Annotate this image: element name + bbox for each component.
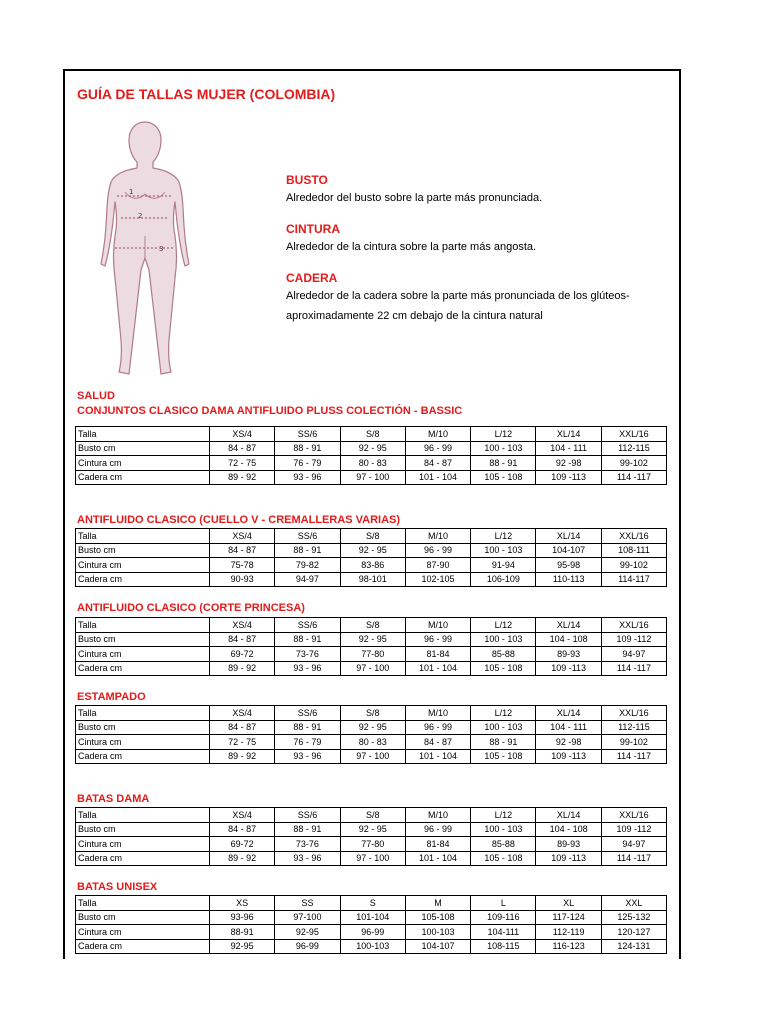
size-cell: 84 - 87	[210, 632, 275, 647]
row-label-cell: Cadera cm	[76, 939, 210, 954]
measure-heading: CINTURA	[286, 222, 340, 236]
size-cell: 72 - 75	[210, 456, 275, 471]
size-cell: 101-104	[340, 910, 405, 925]
size-cell: 92 - 95	[340, 441, 405, 456]
size-cell: 109 -113	[536, 470, 601, 485]
table-header-row	[76, 427, 667, 442]
size-cell: 112-119	[536, 925, 601, 940]
size-cell: 73-76	[275, 837, 340, 852]
size-cell: S/8	[340, 427, 405, 442]
size-cell: M	[405, 896, 470, 911]
size-cell: XS/4	[210, 427, 275, 442]
size-table	[75, 617, 667, 676]
size-cell: 99-102	[601, 558, 666, 573]
size-cell: 112-115	[601, 720, 666, 735]
size-cell: 125-132	[601, 910, 666, 925]
measure-description: Alrededor de la cadera sobre la parte más pronunciada de los glúteos-	[286, 290, 630, 302]
size-cell: 84 - 87	[405, 735, 470, 750]
size-cell: 84 - 87	[405, 456, 470, 471]
size-cell: 84 - 87	[210, 720, 275, 735]
row-label-cell: Busto cm	[76, 543, 210, 558]
size-cell: 76 - 79	[275, 735, 340, 750]
size-cell: 100 - 103	[471, 632, 536, 647]
table-row	[76, 441, 667, 456]
size-cell: 105 - 108	[471, 661, 536, 676]
size-cell: 104 - 108	[536, 632, 601, 647]
size-cell: 109 -112	[601, 822, 666, 837]
size-cell: 94-97	[601, 647, 666, 662]
size-cell: XS/4	[210, 808, 275, 823]
size-table	[75, 807, 667, 866]
size-cell: L/12	[471, 706, 536, 721]
row-label-cell: Talla	[76, 427, 210, 442]
size-cell: M/10	[405, 618, 470, 633]
size-cell: 84 - 87	[210, 543, 275, 558]
size-cell: 106-109	[471, 572, 536, 587]
table-header-row	[76, 618, 667, 633]
size-cell: M/10	[405, 427, 470, 442]
size-cell: 92 - 95	[340, 720, 405, 735]
table-row	[76, 822, 667, 837]
table-row	[76, 647, 667, 662]
size-cell: 99-102	[601, 735, 666, 750]
size-cell: 120-127	[601, 925, 666, 940]
size-cell: 109 -113	[536, 851, 601, 866]
section-title: BATAS UNISEX	[77, 881, 158, 893]
size-cell: 104 - 108	[536, 822, 601, 837]
size-cell: 76 - 79	[275, 456, 340, 471]
size-cell: 89 - 92	[210, 749, 275, 764]
size-cell: 89 - 92	[210, 470, 275, 485]
row-label-cell: Busto cm	[76, 720, 210, 735]
marker-2: 2	[138, 212, 143, 220]
section-title: ANTIFLUIDO CLASICO (CORTE PRINCESA)	[77, 602, 305, 614]
table-row	[76, 632, 667, 647]
size-cell: 96 - 99	[405, 822, 470, 837]
size-cell: M/10	[405, 529, 470, 544]
marker-3: 3	[159, 245, 164, 253]
size-cell: XL/14	[536, 808, 601, 823]
size-cell: 109 -113	[536, 749, 601, 764]
size-cell: 96-99	[275, 939, 340, 954]
size-cell: 114 -117	[601, 851, 666, 866]
table-row	[76, 720, 667, 735]
size-cell: SS/6	[275, 618, 340, 633]
measure-description: aproximadamente 22 cm debajo de la cintura natural	[286, 310, 543, 322]
size-cell: 108-115	[471, 939, 536, 954]
size-cell: S/8	[340, 706, 405, 721]
size-cell: 99-102	[601, 456, 666, 471]
size-cell: 69-72	[210, 837, 275, 852]
size-cell: 92 - 95	[340, 822, 405, 837]
size-cell: 97 - 100	[340, 470, 405, 485]
size-cell: 88 - 91	[471, 456, 536, 471]
size-cell: XL/14	[536, 529, 601, 544]
size-cell: 77-80	[340, 837, 405, 852]
measure-cintura	[286, 221, 666, 257]
measure-cadera	[286, 270, 666, 326]
size-cell: 85-88	[471, 837, 536, 852]
size-cell: 93-96	[210, 910, 275, 925]
size-cell: SS/6	[275, 427, 340, 442]
size-cell: XL/14	[536, 618, 601, 633]
size-cell: 100-103	[405, 925, 470, 940]
size-cell: 97 - 100	[340, 661, 405, 676]
size-cell: 81-84	[405, 647, 470, 662]
size-cell: 79-82	[275, 558, 340, 573]
size-cell: 94-97	[601, 837, 666, 852]
size-cell: 97 - 100	[340, 851, 405, 866]
size-cell: 109 -112	[601, 632, 666, 647]
size-cell: 92 -98	[536, 735, 601, 750]
size-cell: S/8	[340, 808, 405, 823]
table-header-row	[76, 529, 667, 544]
size-cell: 97-100	[275, 910, 340, 925]
size-cell: L	[471, 896, 536, 911]
row-label-cell: Talla	[76, 618, 210, 633]
table-row	[76, 572, 667, 587]
size-cell: 98-101	[340, 572, 405, 587]
size-cell: XL	[536, 896, 601, 911]
size-cell: XXL/16	[601, 427, 666, 442]
size-cell: 116-123	[536, 939, 601, 954]
size-cell: 84 - 87	[210, 822, 275, 837]
size-cell: 88 - 91	[275, 543, 340, 558]
section-title: ANTIFLUIDO CLASICO (CUELLO V - CREMALLERAS VARIAS)	[77, 514, 401, 526]
section-title: BATAS DAMA	[77, 793, 150, 805]
section-title: ESTAMPADO	[77, 691, 146, 703]
size-cell: 89 - 92	[210, 661, 275, 676]
row-label-cell: Cintura cm	[76, 647, 210, 662]
size-cell: L/12	[471, 808, 536, 823]
size-cell: 100-103	[340, 939, 405, 954]
size-cell: 117-124	[536, 910, 601, 925]
size-cell: 89-93	[536, 647, 601, 662]
size-cell: S	[340, 896, 405, 911]
table-row	[76, 558, 667, 573]
measure-busto	[286, 172, 666, 208]
size-cell: 92-95	[210, 939, 275, 954]
size-cell: 85-88	[471, 647, 536, 662]
size-cell: 96 - 99	[405, 720, 470, 735]
size-cell: 87-90	[405, 558, 470, 573]
size-cell: 114 -117	[601, 749, 666, 764]
size-cell: 72 - 75	[210, 735, 275, 750]
size-cell: XXL/16	[601, 706, 666, 721]
size-cell: 109-116	[471, 910, 536, 925]
size-cell: 100 - 103	[471, 822, 536, 837]
size-cell: L/12	[471, 529, 536, 544]
row-label-cell: Talla	[76, 896, 210, 911]
size-cell: 95-98	[536, 558, 601, 573]
size-cell: M/10	[405, 706, 470, 721]
measure-heading: BUSTO	[286, 173, 328, 187]
table-header-row	[76, 808, 667, 823]
table-header-row	[76, 706, 667, 721]
row-label-cell: Busto cm	[76, 632, 210, 647]
row-label-cell: Cintura cm	[76, 558, 210, 573]
size-cell: 92-95	[275, 925, 340, 940]
row-label-cell: Cintura cm	[76, 837, 210, 852]
marker-1: 1	[129, 188, 134, 196]
size-cell: SS/6	[275, 529, 340, 544]
size-cell: 114 -117	[601, 470, 666, 485]
size-cell: 90-93	[210, 572, 275, 587]
size-cell: XXL/16	[601, 618, 666, 633]
size-cell: 94-97	[275, 572, 340, 587]
size-cell: 97 - 100	[340, 749, 405, 764]
size-cell: 96-99	[340, 925, 405, 940]
size-cell: 88-91	[210, 925, 275, 940]
size-cell: 110-113	[536, 572, 601, 587]
table-row	[76, 735, 667, 750]
body-figure-illustration	[95, 118, 195, 380]
size-cell: 93 - 96	[275, 661, 340, 676]
size-table	[75, 426, 667, 485]
size-cell: 102-105	[405, 572, 470, 587]
row-label-cell: Busto cm	[76, 822, 210, 837]
table-row	[76, 543, 667, 558]
table-row	[76, 749, 667, 764]
size-cell: L/12	[471, 427, 536, 442]
size-cell: 105 - 108	[471, 470, 536, 485]
size-cell: 109 -113	[536, 661, 601, 676]
table-row	[76, 910, 667, 925]
size-cell: 81-84	[405, 837, 470, 852]
size-cell: XXL/16	[601, 529, 666, 544]
measure-description: Alrededor de la cintura sobre la parte más angosta.	[286, 241, 537, 253]
row-label-cell: Talla	[76, 529, 210, 544]
size-cell: 101 - 104	[405, 661, 470, 676]
size-cell: 88 - 91	[275, 441, 340, 456]
size-cell: S/8	[340, 529, 405, 544]
section-title: SALUD	[77, 390, 115, 402]
row-label-cell: Talla	[76, 706, 210, 721]
size-cell: 93 - 96	[275, 851, 340, 866]
size-cell: 105-108	[405, 910, 470, 925]
row-label-cell: Busto cm	[76, 910, 210, 925]
size-cell: L/12	[471, 618, 536, 633]
size-cell: 73-76	[275, 647, 340, 662]
size-cell: 88 - 91	[275, 632, 340, 647]
size-cell: 101 - 104	[405, 749, 470, 764]
table-row	[76, 661, 667, 676]
size-cell: 96 - 99	[405, 632, 470, 647]
row-label-cell: Cadera cm	[76, 749, 210, 764]
size-cell: 100 - 103	[471, 543, 536, 558]
size-cell: 105 - 108	[471, 749, 536, 764]
size-cell: XXL	[601, 896, 666, 911]
table-header-row	[76, 896, 667, 911]
size-cell: 91-94	[471, 558, 536, 573]
measure-heading: CADERA	[286, 271, 338, 285]
size-cell: 96 - 99	[405, 441, 470, 456]
size-cell: 104-111	[471, 925, 536, 940]
size-cell: XL/14	[536, 706, 601, 721]
size-cell: 92 - 95	[340, 632, 405, 647]
size-cell: XS/4	[210, 706, 275, 721]
size-cell: 96 - 99	[405, 543, 470, 558]
size-table	[75, 895, 667, 954]
size-table	[75, 705, 667, 764]
size-cell: 88 - 91	[275, 822, 340, 837]
size-cell: XS/4	[210, 529, 275, 544]
size-cell: M/10	[405, 808, 470, 823]
size-cell: 104-107	[536, 543, 601, 558]
size-cell: 83-86	[340, 558, 405, 573]
size-table	[75, 528, 667, 587]
table-row	[76, 470, 667, 485]
size-cell: XL/14	[536, 427, 601, 442]
size-cell: 92 - 95	[340, 543, 405, 558]
size-cell: 100 - 103	[471, 720, 536, 735]
size-cell: 124-131	[601, 939, 666, 954]
size-cell: XS	[210, 896, 275, 911]
section-title: CONJUNTOS CLASICO DAMA ANTIFLUIDO PLUSS COLECTIÓN - BASSIC	[77, 405, 463, 417]
size-cell: XS/4	[210, 618, 275, 633]
size-cell: SS	[275, 896, 340, 911]
table-row	[76, 837, 667, 852]
size-cell: S/8	[340, 618, 405, 633]
size-cell: 69-72	[210, 647, 275, 662]
size-cell: 104 - 111	[536, 441, 601, 456]
size-cell: 104-107	[405, 939, 470, 954]
measure-description: Alrededor del busto sobre la parte más pronunciada.	[286, 192, 543, 204]
size-cell: 88 - 91	[471, 735, 536, 750]
row-label-cell: Cintura cm	[76, 925, 210, 940]
row-label-cell: Cadera cm	[76, 470, 210, 485]
size-cell: 75-78	[210, 558, 275, 573]
size-cell: SS/6	[275, 706, 340, 721]
size-cell: 93 - 96	[275, 749, 340, 764]
row-label-cell: Cintura cm	[76, 456, 210, 471]
page-title: GUÍA DE TALLAS MUJER (COLOMBIA)	[77, 86, 336, 102]
size-cell: 114 -117	[601, 661, 666, 676]
row-label-cell: Cadera cm	[76, 572, 210, 587]
size-cell: 92 -98	[536, 456, 601, 471]
size-cell: 114-117	[601, 572, 666, 587]
size-cell: 77-80	[340, 647, 405, 662]
size-cell: 112-115	[601, 441, 666, 456]
table-row	[76, 925, 667, 940]
table-row	[76, 851, 667, 866]
row-label-cell: Cadera cm	[76, 661, 210, 676]
row-label-cell: Busto cm	[76, 441, 210, 456]
size-cell: XXL/16	[601, 808, 666, 823]
row-label-cell: Cadera cm	[76, 851, 210, 866]
table-row	[76, 456, 667, 471]
size-cell: 101 - 104	[405, 851, 470, 866]
size-cell: 104 - 111	[536, 720, 601, 735]
size-cell: 108-111	[601, 543, 666, 558]
size-cell: 93 - 96	[275, 470, 340, 485]
size-cell: 101 - 104	[405, 470, 470, 485]
size-cell: 84 - 87	[210, 441, 275, 456]
size-cell: 80 - 83	[340, 456, 405, 471]
size-cell: 105 - 108	[471, 851, 536, 866]
row-label-cell: Cintura cm	[76, 735, 210, 750]
size-cell: 100 - 103	[471, 441, 536, 456]
size-cell: 80 - 83	[340, 735, 405, 750]
row-label-cell: Talla	[76, 808, 210, 823]
table-row	[76, 939, 667, 954]
size-cell: 88 - 91	[275, 720, 340, 735]
size-cell: 89-93	[536, 837, 601, 852]
size-cell: 89 - 92	[210, 851, 275, 866]
size-cell: SS/6	[275, 808, 340, 823]
